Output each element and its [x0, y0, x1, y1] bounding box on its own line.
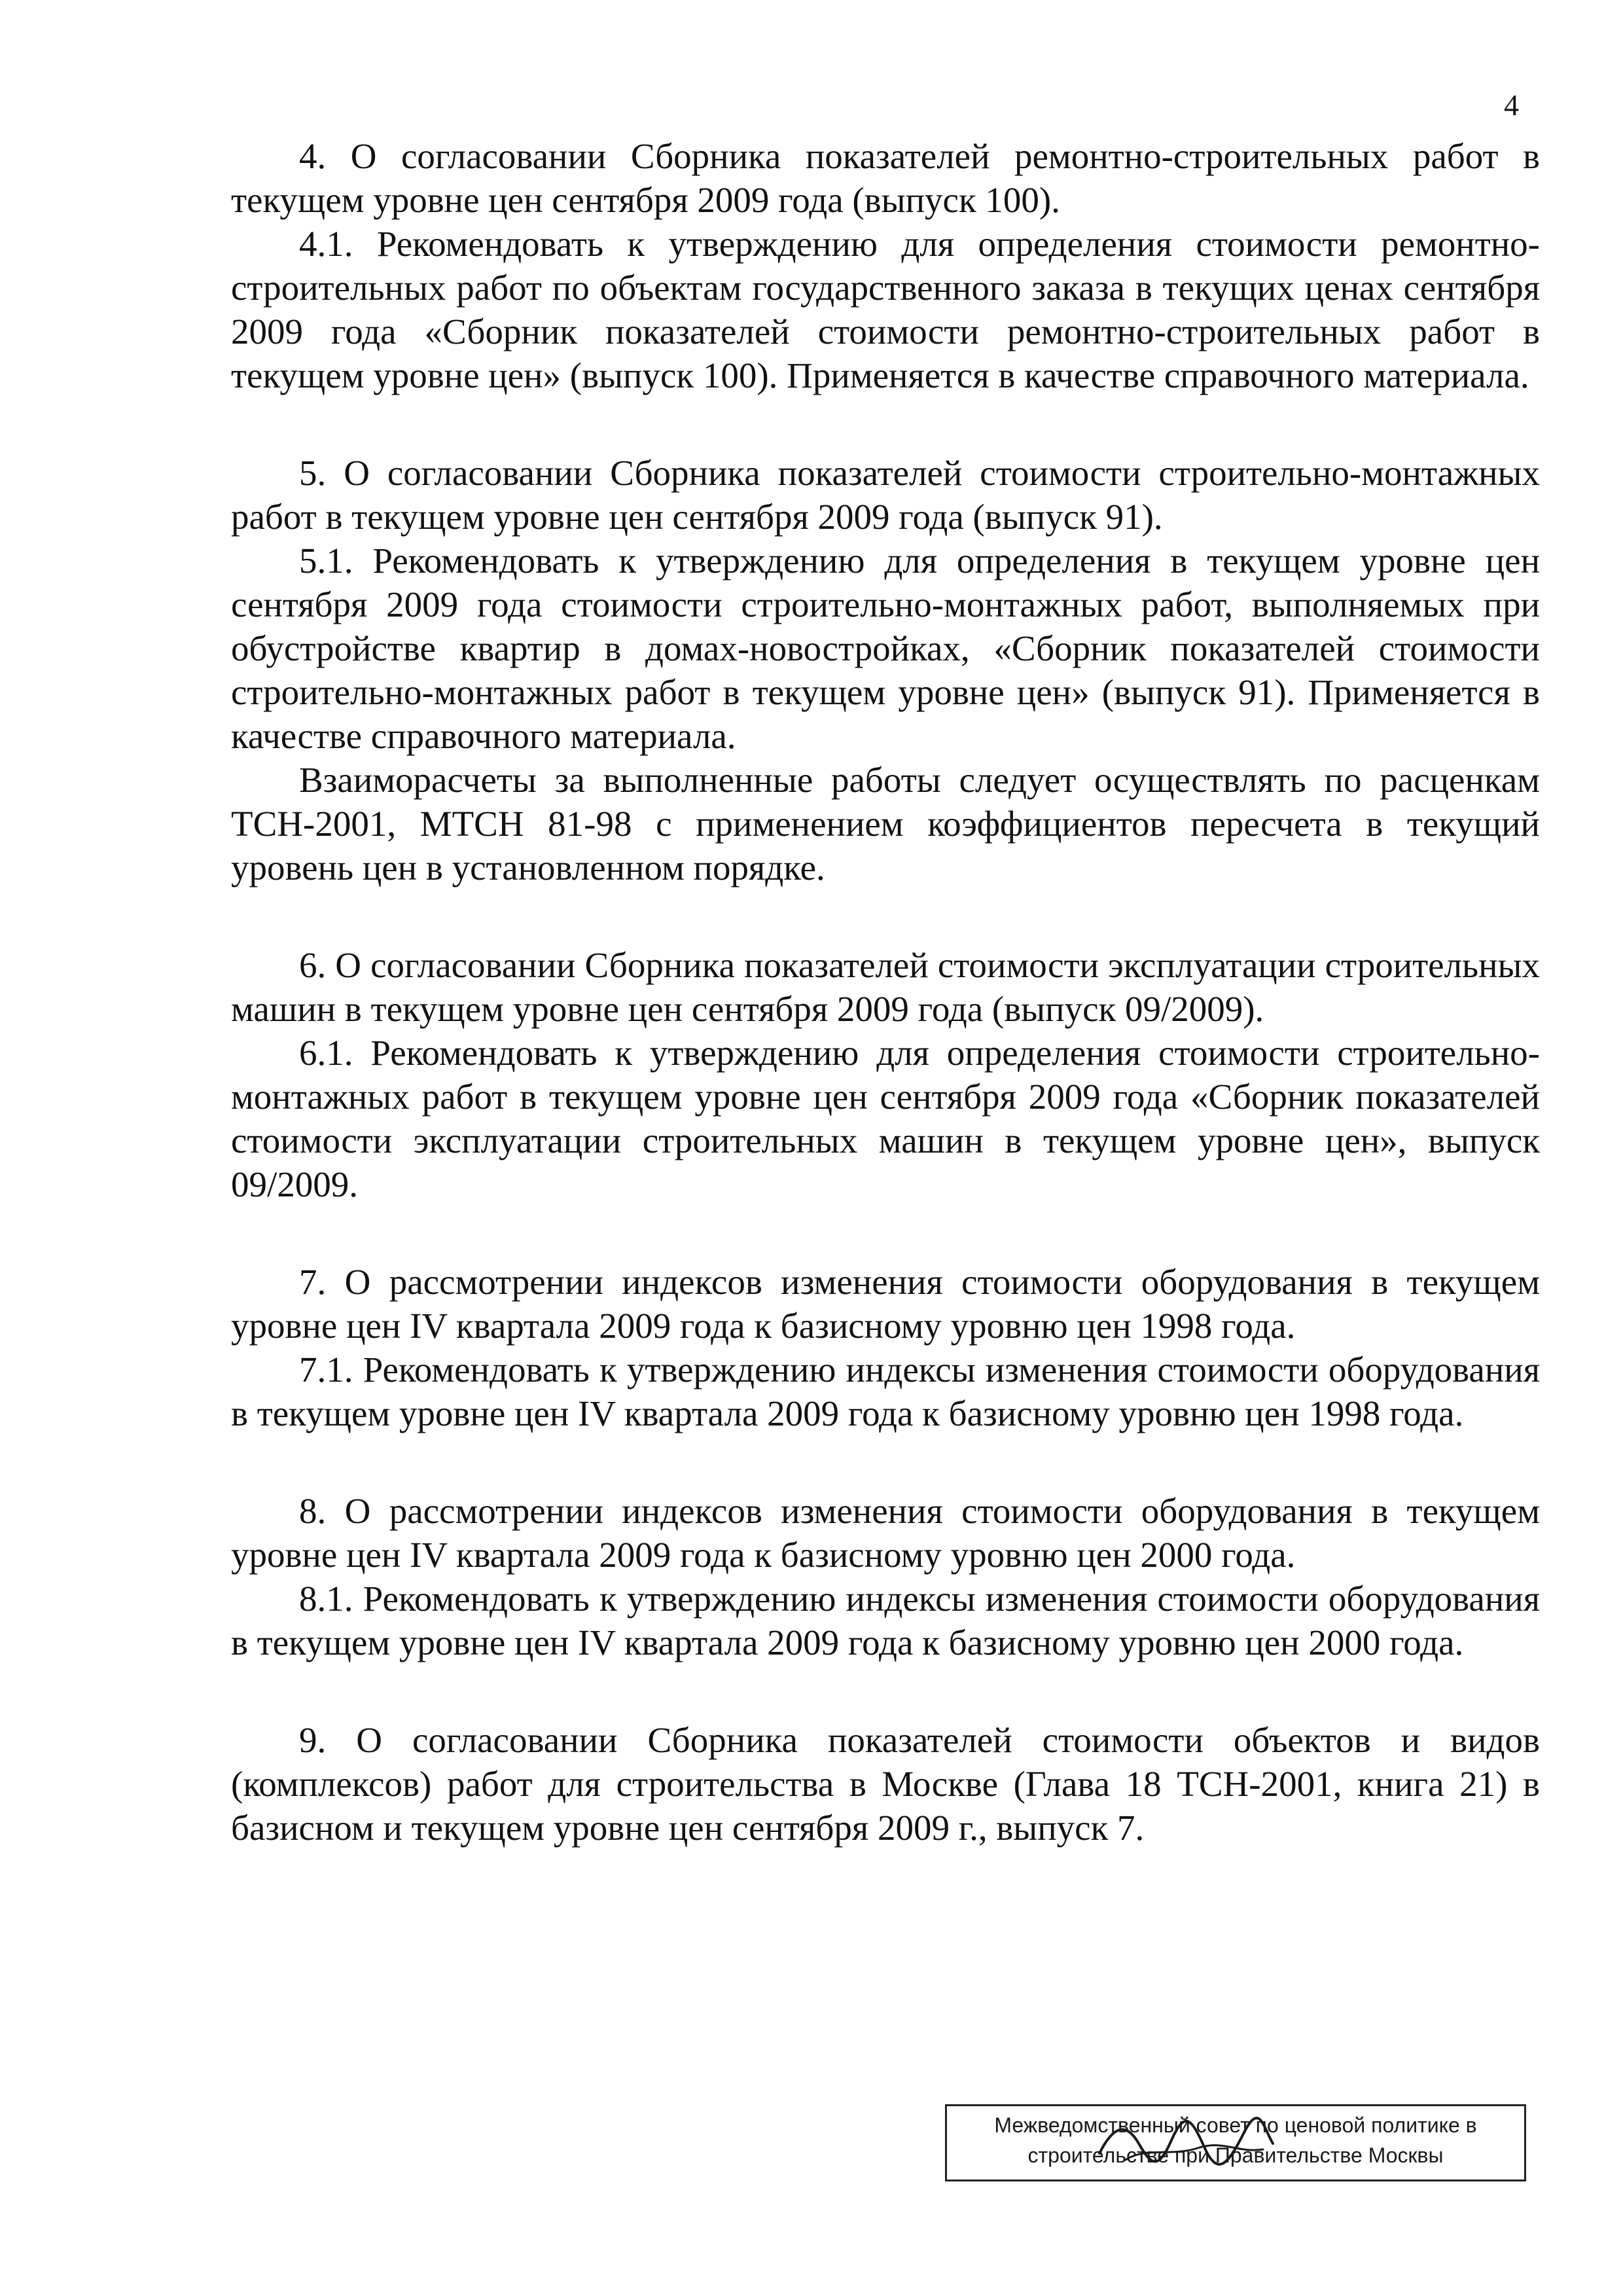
section-recommendation: 4.1. Рекомендовать к утверждению для определения стоимости ремонтно-строительных работ по объектам государственного заказа в текущих ценах сентября 2009 года «Сборник показателей стоимости ремонтно-строительных работ в текущем уровне цен» (выпуск 100). Применяется в качестве справочного материала. [231, 224, 1540, 395]
section-recommendation: 7.1. Рекомендовать к утверждению индексы изменения стоимости оборудования в текущем уровне цен IV квартала 2009 года к базисному уровню цен 1998 года. [231, 1350, 1540, 1433]
section-heading: 4. О согласовании Сборника показателей ремонтно-строительных работ в текущем уровне цен сентября 2009 года (выпуск 100). [231, 136, 1540, 220]
stamp-line-2: строительстве при Правительстве Москвы [1027, 2144, 1444, 2167]
document-body [231, 134, 1540, 1850]
section-heading: 6. О согласовании Сборника показателей стоимости эксплуатации строительных машин в текущем уровне цен сентября 2009 года (выпуск 09/2009). [231, 945, 1540, 1029]
section-7 [231, 1260, 1540, 1435]
section-recommendation: 5.1. Рекомендовать к утверждению для определения в текущем уровне цен сентября 2009 года стоимости строительно-монтажных работ, выполняемых при обустройстве квартир в домах-новостройках, «Сборник показателей стоимости строительно-монтажных работ в текущем уровне цен» (выпуск 91). Применяется в качестве справочного материала. [231, 541, 1540, 756]
section-recommendation: 6.1. Рекомендовать к утверждению для определения стоимости строительно-монтажных работ в текущем уровне цен сентября 2009 года «Сборник показателей стоимости эксплуатации строительных машин в текущем уровне цен», выпуск 09/2009. [231, 1033, 1540, 1204]
section-5 [231, 451, 1540, 889]
section-recommendation: 8.1. Рекомендовать к утверждению индексы изменения стоимости оборудования в текущем уровне цен IV квартала 2009 года к базисному уровню цен 2000 года. [231, 1579, 1540, 1662]
section-heading: 9. О согласовании Сборника показателей стоимости объектов и видов (комплексов) работ для строительства в Москве (Глава 18 ТСН-2001, книга 21) в базисном и текущем уровне цен сентября 2009 г., выпуск 7. [231, 1720, 1540, 1848]
council-stamp [945, 2104, 1526, 2181]
section-heading: 5. О согласовании Сборника показателей стоимости строительно-монтажных работ в текущем уровне цен сентября 2009 года (выпуск 91). [231, 453, 1540, 537]
section-6 [231, 943, 1540, 1206]
section-4 [231, 134, 1540, 397]
section-heading: 7. О рассмотрении индексов изменения стоимости оборудования в текущем уровне цен IV квартала 2009 года к базисному уровню цен 1998 года. [231, 1262, 1540, 1346]
section-note: Взаиморасчеты за выполненные работы следует осуществлять по расценкам ТСН-2001, МТСН 81-98 с применением коэффициентов пересчета в текущий уровень цен в установленном порядке. [231, 760, 1540, 888]
stamp-line-1: Межведомственный совет по ценовой политике в [994, 2113, 1477, 2137]
section-9 [231, 1718, 1540, 1850]
section-heading: 8. О рассмотрении индексов изменения стоимости оборудования в текущем уровне цен IV квартала 2009 года к базисному уровню цен 2000 года. [231, 1491, 1540, 1575]
page-number: 4 [1504, 88, 1519, 122]
section-8 [231, 1489, 1540, 1664]
